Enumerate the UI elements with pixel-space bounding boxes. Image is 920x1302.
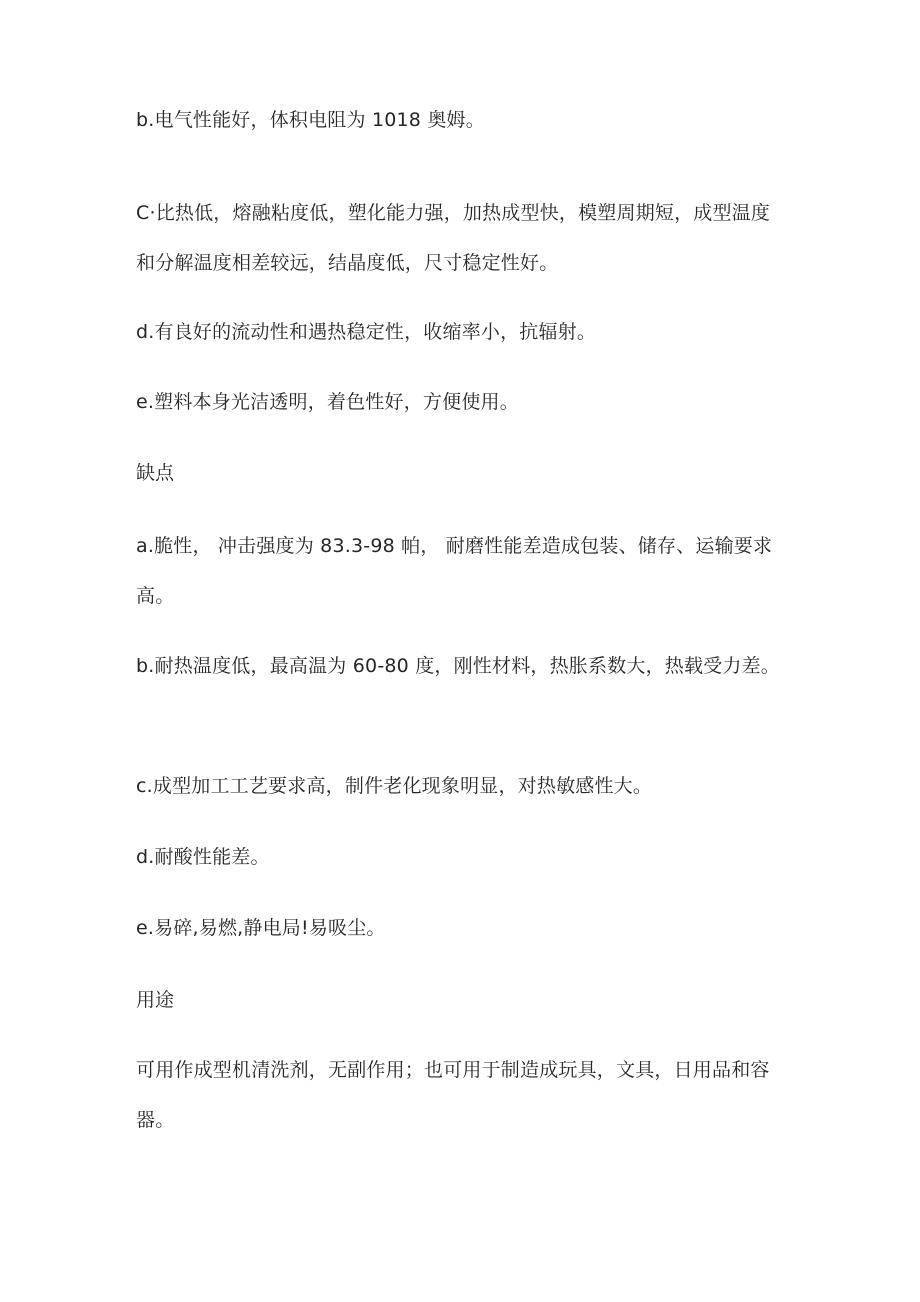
disadvantage-item: b.耐热温度低，最高温为 60-80 度，刚性材料，热胀系数大，热载受力差。 — [136, 655, 780, 677]
disadvantage-item: c.成型加工工艺要求高，制件老化现象明显，对热敏感性大。 — [136, 775, 653, 797]
paragraph-thermal: C·比热低，熔融粘度低，塑化能力强，加热成型快，模塑周期短，成型温度和分解温度相差较远，结晶度低，尺寸稳定性好。 — [136, 202, 771, 274]
disadvantages-heading: 缺点 — [136, 462, 175, 484]
disadvantage-item: a.脆性， 冲击强度为 83.3-98 帕， 耐磨性能差造成包装、储存、运输要求高。 — [136, 535, 773, 607]
disadvantage-item: d.耐酸性能差。 — [136, 846, 270, 868]
paragraph-electrical: b.电气性能好，体积电阻为 1018 奥姆。 — [136, 109, 485, 131]
paragraph-transparency: e.塑料本身光洁透明，着色性好，方便使用。 — [136, 391, 519, 413]
uses-heading: 用途 — [136, 989, 175, 1011]
disadvantage-item: e.易碎,易燃,静电局!易吸尘。 — [136, 917, 386, 939]
uses-paragraph: 可用作成型机清洗剂，无副作用；也可用于制造成玩具，文具，日用品和容器。 — [136, 1059, 770, 1131]
paragraph-flow: d.有良好的流动性和遇热稳定性，收缩率小，抗辐射。 — [136, 321, 597, 343]
